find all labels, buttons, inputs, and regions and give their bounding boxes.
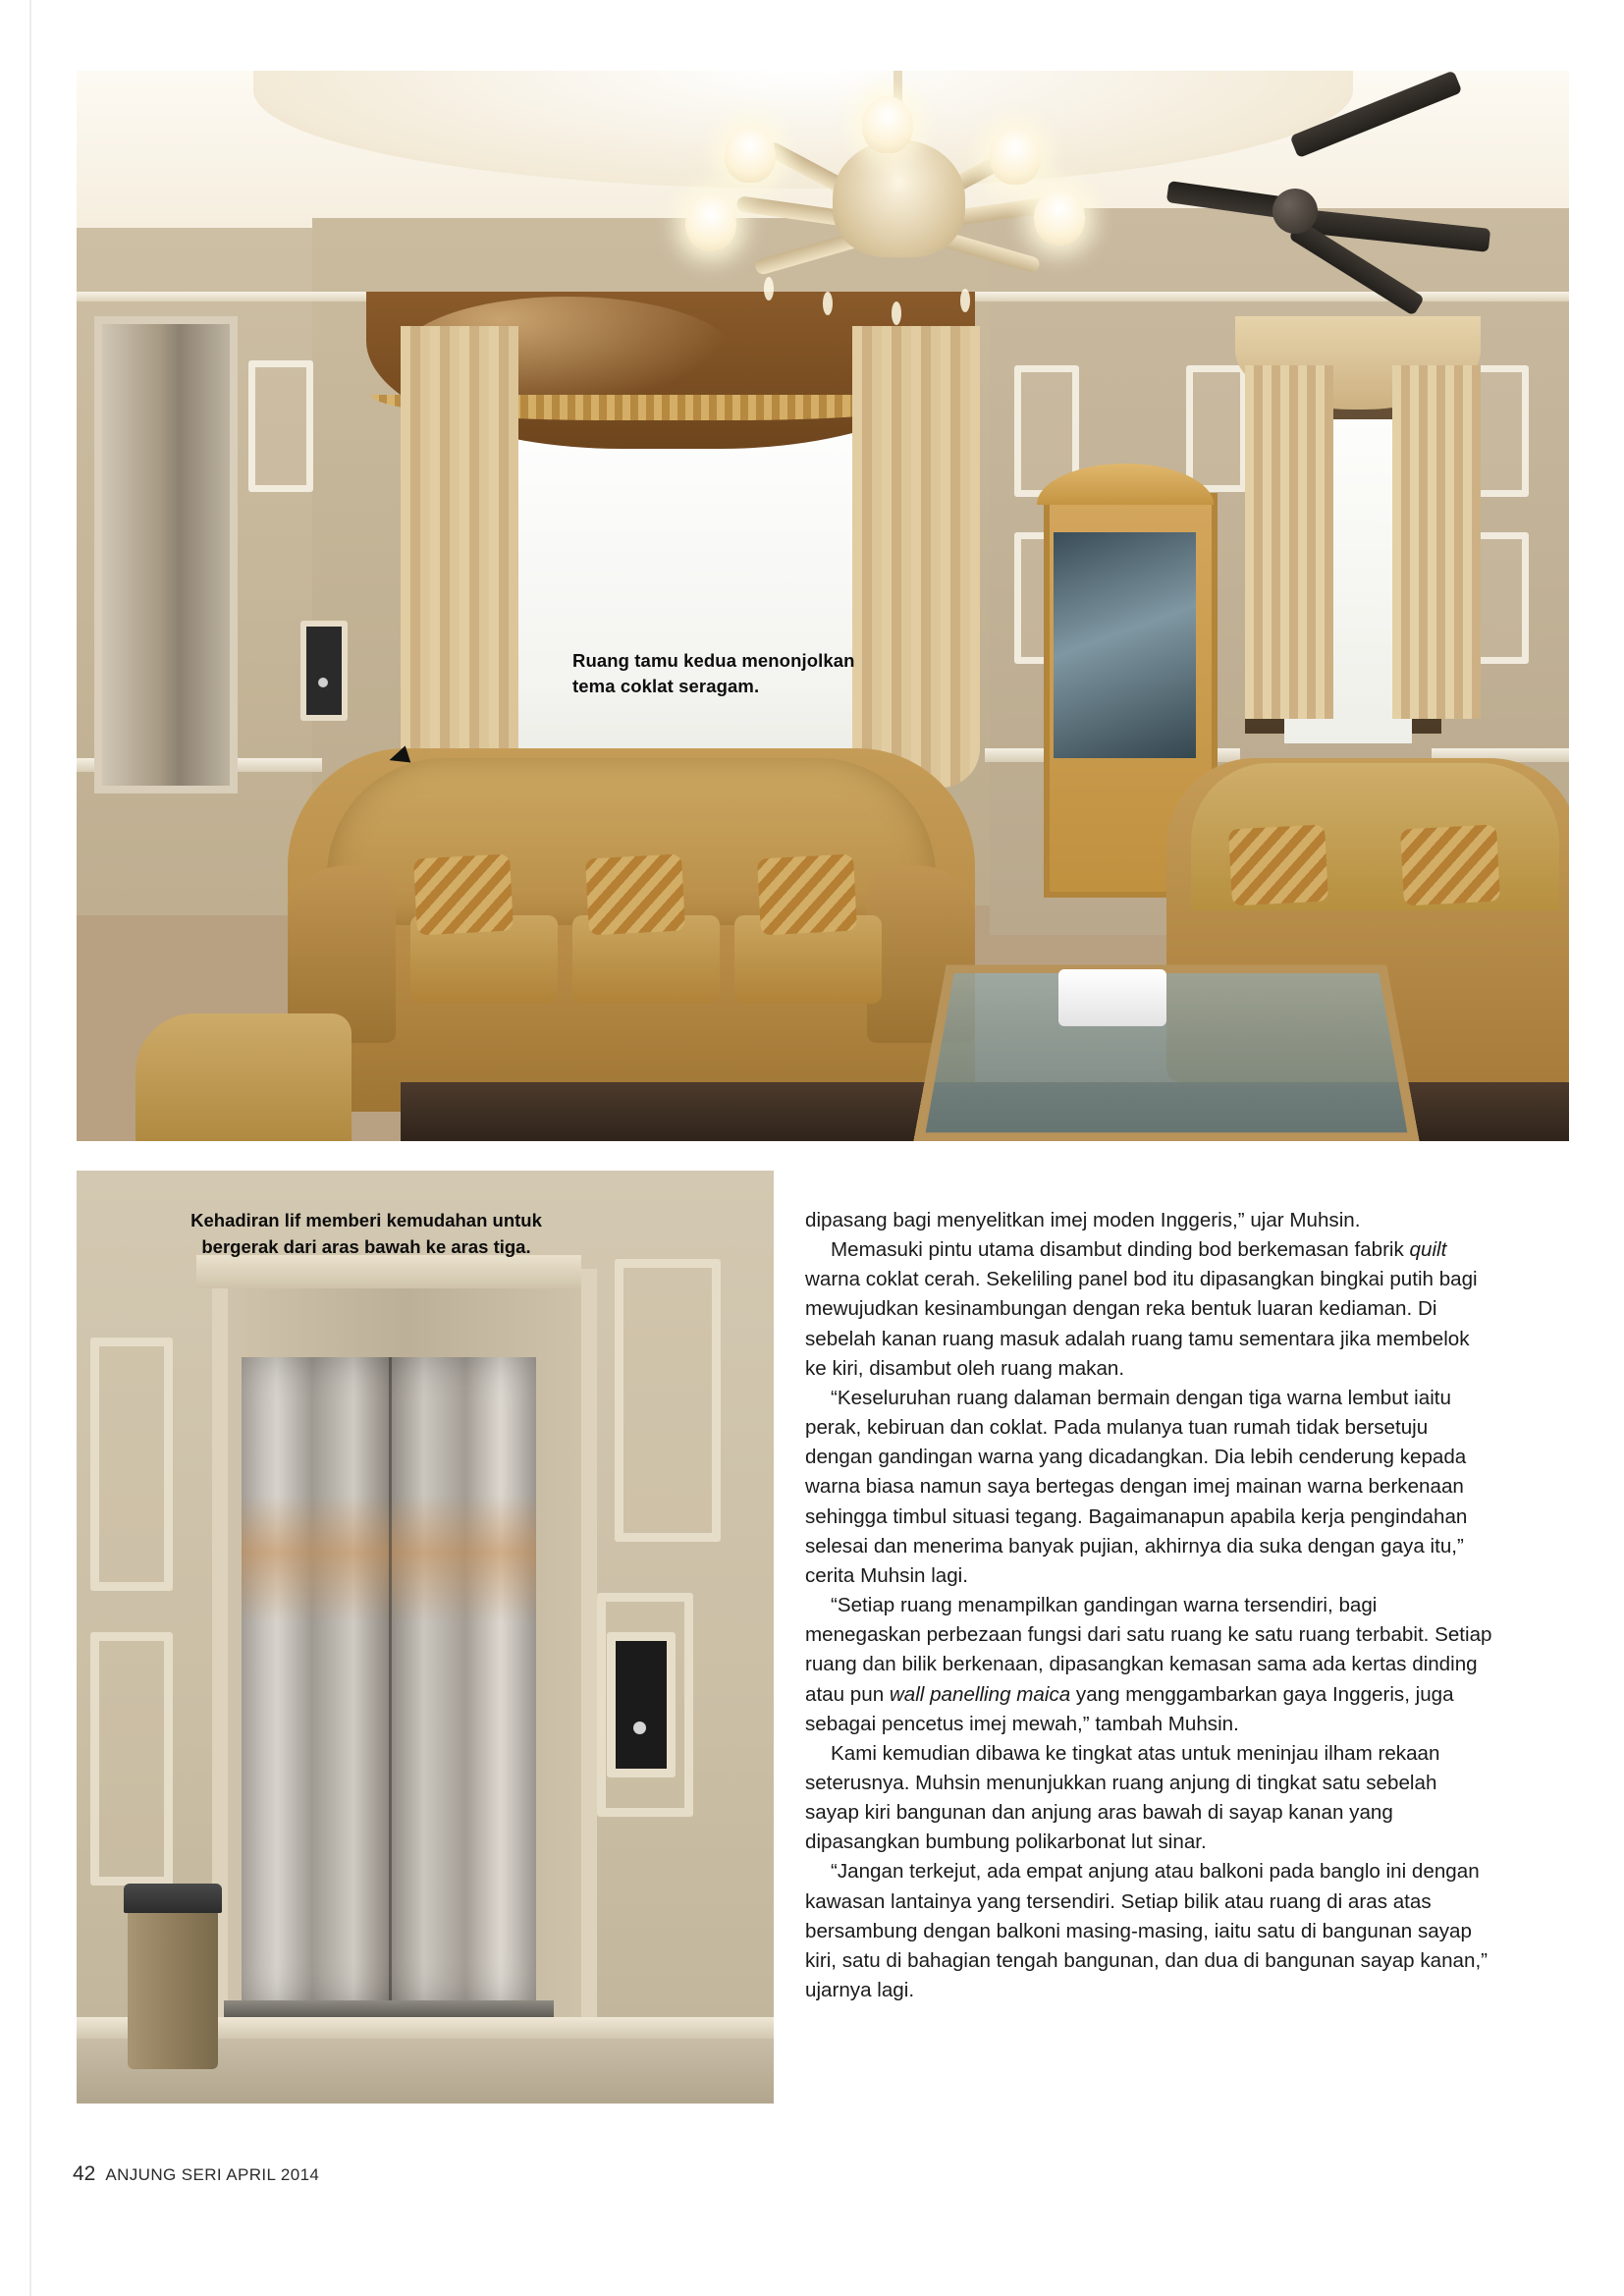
article-paragraph-3: “Keseluruhan ruang dalaman bermain dengan tiga warna lembut iaitu perak, kebiruan dan coklat. Pada mulanya tuan rumah tidak bersetuju dengan gandingan warna yang dicadangkan. Dia lebih cenderung kepada warna biasa namun saya bertegas dengan imej mainan warna berkenaan sehingga timbul situasi tegang. Bagaimanapun apabila kerja pengindahan selesai dan menerima banyak pujian, akhirnya dia suka dengan gaya itu,” cerita Muhsin lagi. [805,1386,1468,1587]
throw-pillow-5 [1400,824,1500,905]
ceiling-fan-icon [1272,189,1318,234]
table-centerpiece [1058,969,1166,1026]
lift-photo [77,1171,774,2104]
cabinet-glass [1054,532,1196,758]
chandelier-bulb-5 [1034,189,1085,246]
lobby-wall-panel-1 [90,1338,173,1591]
lift-call-panel-icon [300,621,348,721]
curtain-right-b [1392,365,1481,719]
living-room-caption: Ruang tamu kedua menonjolkan tema coklat seragam. [572,650,855,697]
chandelier-body [833,139,965,257]
lobby-wall-panel-2 [90,1632,173,1886]
chandelier-crystal-4 [960,289,970,312]
lift-threshold [224,2000,554,2018]
article-paragraph-4: “Setiap ruang menampilkan gandingan warna tersendiri, bagi menegaskan perbezaan fungsi dari satu ruang ke satu ruang terbabit. Setiap ruang dan bilik berkenaan, dipasangkan kemasan sama ada kertas dinding atau pun wall panelling maica yang menggambarkan gaya Inggeris, juga sebagai pencetus imej mewah,” tambah Muhsin. [805,1594,1492,1735]
throw-pillow-4 [1228,824,1328,905]
article-italic-term: quilt [1409,1238,1447,1262]
chandelier-crystal-2 [823,292,833,315]
waste-bin-lid [124,1884,222,1913]
article-paragraph-2 [805,1235,1492,1384]
page-edge [29,0,31,2296]
lift-caption: Kehadiran lif memberi kemudahan untuk bergerak dari aras bawah ke aras tiga. [190,1210,542,1257]
throw-pillow-1 [413,853,514,935]
chandelier-bulb-3 [990,128,1041,185]
chandelier-bulb-2 [862,96,913,153]
chandelier-bulb-4 [685,194,736,251]
chandelier-crystal-3 [892,301,901,325]
publication-info: ANJUNG SERI APRIL 2014 [105,2165,320,2184]
lift-call-button-panel [607,1632,676,1777]
article-paragraph-5: Kami kemudian dibawa ke tingkat atas untuk meninjau ilham rekaan seterusnya. Muhsin menunjukkan ruang anjung di tingkat satu sebelah sayap kiri bangunan dan anjung aras bawah di sayap kanan yang dipasangkan bumbung polikarbonat lut sinar. [805,1741,1440,1854]
article-paragraph-2-text: Memasuki pintu utama disambut dinding bod berkemasan fabrik quilt warna coklat cerah. Sekeliling panel bod itu dipasangkan bingkai putih bagi mewujudkan kesinambungan dengan reka bentuk luaran kediaman. Di sebelah kanan ruang masuk adalah ruang tamu sementara jika membelok ke kiri, disambut oleh ruang makan. [805,1238,1478,1380]
wall-panel-3 [1186,365,1247,492]
lobby-wall-panel-3 [615,1259,721,1542]
wall-panel-1 [248,360,313,492]
chandelier-bulb-1 [725,126,776,183]
chandelier-crystal-1 [764,277,774,301]
throw-pillow-2 [585,853,685,935]
page-footer [73,2162,319,2186]
article-paragraph-6: “Jangan terkejut, ada empat anjung atau balkoni pada banglo ini dengan kawasan lantainya yang tersendiri. Setiap bilik atau ruang di aras atas bersambung dengan balkoni masing-masing, iaitu satu di bangunan sayap kiri, satu di bahagian tengah bangunan, dan dua di bangunan sayap kanan,” ujarnya lagi. [805,1860,1489,2002]
article-paragraph-1: dipasang bagi menyelitkan imej moden Inggeris,” ujar Muhsin. [805,1209,1361,1231]
page-number: 42 [73,2162,96,2185]
lift-doors [242,1357,536,2005]
curtain-right [852,326,980,788]
living-room-photo [77,71,1569,1141]
article-body [805,1206,1492,2005]
living-room-illustration [77,71,1569,1141]
article-italic-term: wall panelling maica [889,1682,1071,1706]
lift-door-seam [389,1357,392,2005]
armchair-foreground [135,1013,352,1141]
curtain-right-a [1245,365,1333,719]
waste-bin [128,1902,218,2069]
door-left [94,316,238,793]
coffee-table [913,965,1420,1141]
throw-pillow-3 [757,853,857,935]
curtain-left [401,326,518,788]
